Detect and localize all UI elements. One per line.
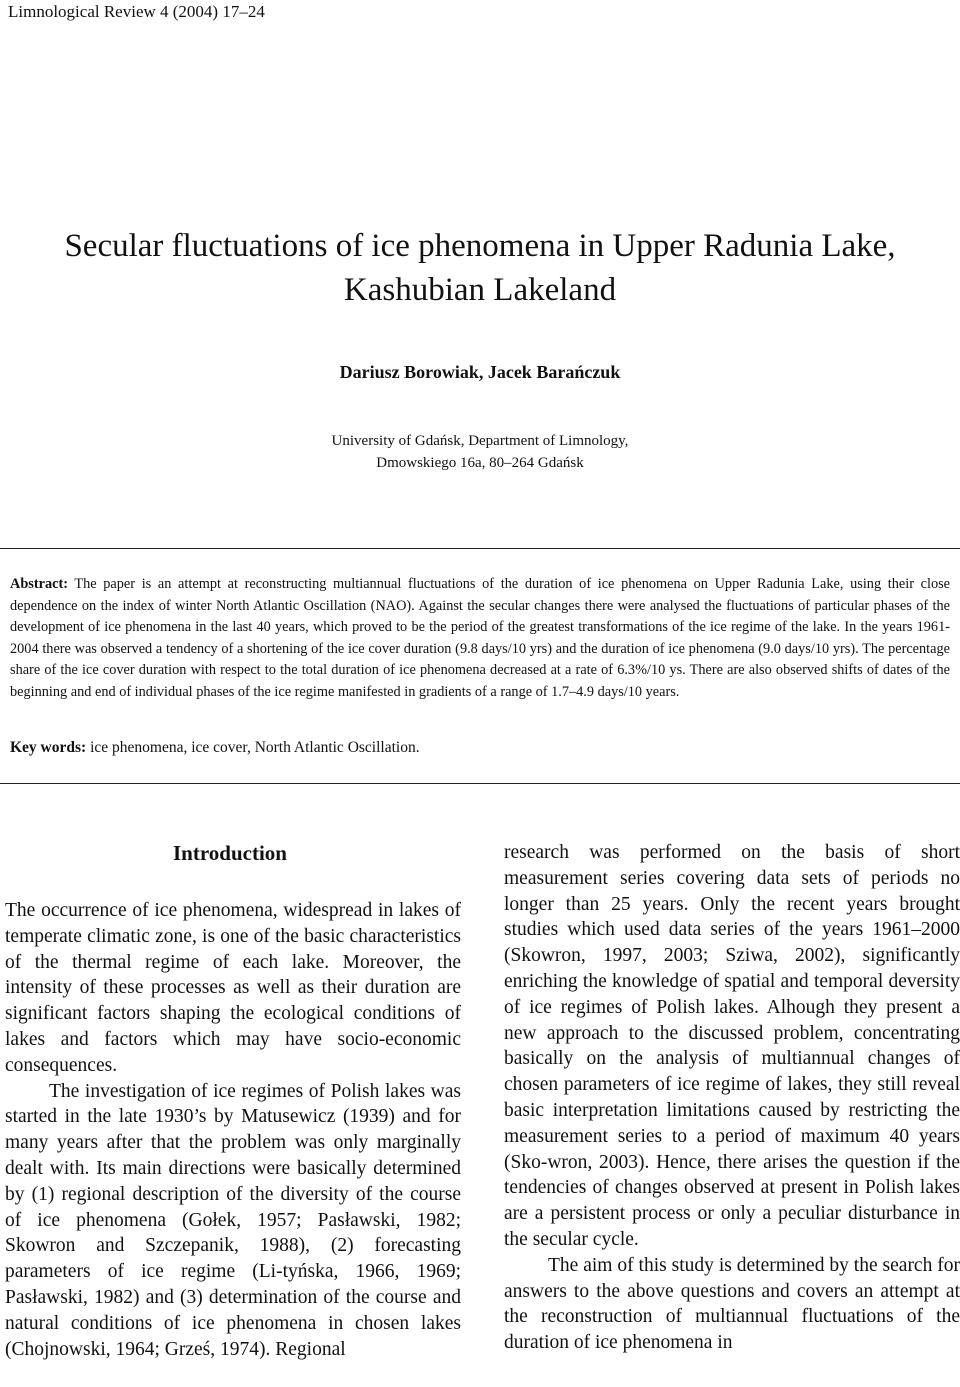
paper-title [0,224,960,312]
right-column [504,840,960,1356]
keywords [10,739,420,757]
journal-reference: Limnological Review 4 (2004) 17–24 [8,2,265,21]
abstract-label: Abstract: [10,576,68,592]
section-heading-introduction: Introduction [173,841,287,865]
body-paragraph: research was performed on the basis of short measurement series covering data sets of periods no longer than 25 years. Only the recent years brought studies which used data series of the years 1961–2000 (Skowron, 1997, 2003; Sziwa, 2002), significantly enriching the knowledge of spatial and temporal deversity of ice regimes of Polish lakes. Alhough they present a new approach to the discussed problem, concentrating basically on the analysis of multiannual changes of chosen parameters of ice regime of lakes, they still reveal basic interpretation limitations caused by restricting the measurement series to a period of maximum 40 years (Sko-wron, 2003). Hence, there arises the question if the tendencies of changes observed at present in Polish lakes are a persistent process or only a peculiar disturbance in the secular cycle. [504,842,960,1250]
body-paragraph: The aim of this study is determined by the search for answers to the above questions and covers an attempt at the reconstruction of multiannual fluctuations of the duration of ice phenomena in [504,1254,960,1354]
keywords-text: ice phenomena, ice cover, North Atlantic Oscillation. [90,739,420,756]
abstract-text: The paper is an attempt at reconstructing multiannual fluctuations of the duration of ice phenomena on Upper Radunia Lake, using their close dependence on the index of winter North Atlantic Oscillation (NAO). Against the secular changes there were analysed the fluctuations of particular phases of the development of ice phenomena in the last 40 years, which proved to be the period of the greatest transformations of the ice regime of the lake. In the years 1961-2004 there was observed a tendency of a shortening of the ice cover duration (9.8 days/10 yrs) and the duration of ice phenomena (9.0 days/10 yrs). The percentage share of the ice cover duration with respect to the total duration of ice phenomena decreased at a rate of 6.3%/10 ys. There are also observed shifts of dates of the beginning and end of individual phases of the ice regime manifested in gradients of a range of 1.7–4.9 days/10 years. [10,576,950,700]
body-paragraph: The investigation of ice regimes of Polish lakes was started in the late 1930’s by Matusewicz (1939) and for many years after that the problem was only marginally dealt with. Its main directions were basically determined by (1) regional description of the diversity of the course of ice phenomena (Gołek, 1957; Pasławski, 1982; Skowron and Szczepanik, 1988), (2) forecasting parameters of ice regime (Li-tyńska, 1966, 1969; Pasławski, 1982) and (3) determination of the course and natural conditions of ice phenomena in chosen lakes (Chojnowski, 1964; Grześ, 1974). Regional [5,1080,461,1360]
abstract [10,574,950,703]
affiliation-line-2: Dmowskiego 16a, 80–264 Gdańsk [376,455,584,471]
keywords-label: Key words: [10,739,87,756]
left-column [5,898,461,1362]
affiliation [0,430,960,474]
top-divider [0,548,960,549]
affiliation-line-1: University of Gdańsk, Department of Limnology, [331,433,629,449]
authors: Dariusz Borowiak, Jacek Barańczuk [339,362,621,382]
body-paragraph: The occurrence of ice phenomena, widespread in lakes of temperate climatic zone, is one of the basic characteristics of the thermal regime of each lake. Moreover, the intensity of these processes as well as their duration are significant factors shaping the ecological conditions of lakes and factors which may have socio-economic consequences. [5,900,461,1076]
bottom-divider [0,783,960,784]
title-line-2: Kashubian Lakeland [343,272,617,308]
title-line-1: Secular fluctuations of ice phenomena in Upper Radunia Lake, [64,228,896,264]
